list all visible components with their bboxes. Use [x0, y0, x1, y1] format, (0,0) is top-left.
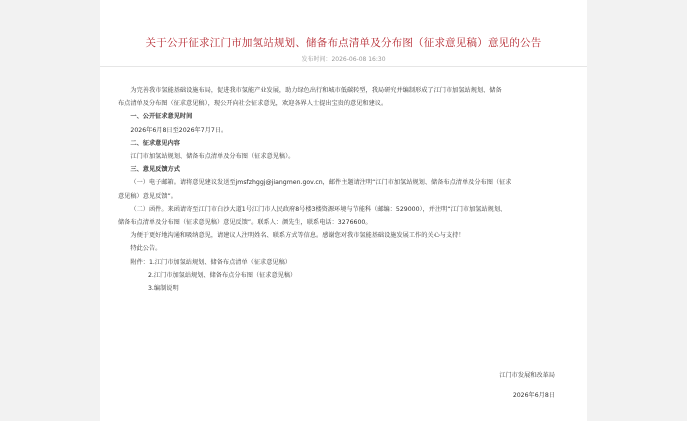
feedback-email-line2: 意见稿）意见反馈”。: [118, 192, 177, 200]
feedback-email-line1: （一）电子邮箱。请将意见建议发送至jmsfzhggj@jiangmen.gov.cn，邮件主题请注明“江门市加氢站规划、储备布点清单及分布图（征求: [130, 179, 512, 187]
document-page: [100, 0, 587, 421]
signature-date: 2026年6月8日: [512, 392, 555, 399]
section-heading-content: 二、征求意见内容: [130, 139, 180, 147]
feedback-mail-line2: 储备布点清单及分布图（征求意见稿）意见反馈”。联系人：颜先生，联系电话：3276600。: [118, 219, 372, 227]
section-heading-time: 一、公开征求意见时间: [130, 113, 193, 121]
feedback-mail-line1: （二）函件。来函请寄至江门市白沙大道1号江门市人民政府8号楼3楼资源环境与节能科（邮编：529000），并注明“江门市加氢站规划、: [130, 205, 507, 213]
section-heading-feedback: 三、意见反馈方式: [130, 166, 180, 174]
section-text-content: 江门市加氢站规划、储备布点清单及分布图（征求意见稿）。: [130, 153, 295, 161]
intro-paragraph-line1: 为完善我市氢能基础设施布局，促进我市氢能产业发展，助力绿色出行和城市低碳转型，我局研究并编制形成了江门市加氢站规划、储备: [130, 87, 502, 94]
publish-time: 发布时间：2026-06-08 16:30: [301, 56, 386, 63]
attachment-item-2[interactable]: 2.江门市加氢站规划、储备布点分布图（征求意见稿）: [148, 271, 297, 279]
note-paragraph: 为便于更好地沟通和吸纳意见，请建议人注明姓名、联系方式等信息。感谢您对我市氢能基础设施发展工作的关心与支持！: [130, 232, 465, 240]
signature-org: 江门市发展和改革局: [499, 372, 555, 379]
announcement-closing: 特此公告。: [130, 245, 162, 253]
article-body: [118, 84, 569, 295]
intro-paragraph-line2: 布点清单及分布图（征求意见稿），现公开向社会征求意见，欢迎各界人士提出宝贵的意见和建议。: [118, 100, 388, 108]
section-text-time: 2026年6月8日至2026年7月7日。: [130, 126, 228, 134]
attachment-item-3[interactable]: 3.编制说明: [148, 285, 179, 293]
attachment-item-1[interactable]: 附件：1.江门市加氢站规划、储备布点清单（征求意见稿）: [130, 258, 291, 266]
divider: [100, 66, 587, 67]
page-title: 关于公开征求江门市加氢站规划、储备布点清单及分布图（征求意见稿）意见的公告: [145, 37, 542, 49]
